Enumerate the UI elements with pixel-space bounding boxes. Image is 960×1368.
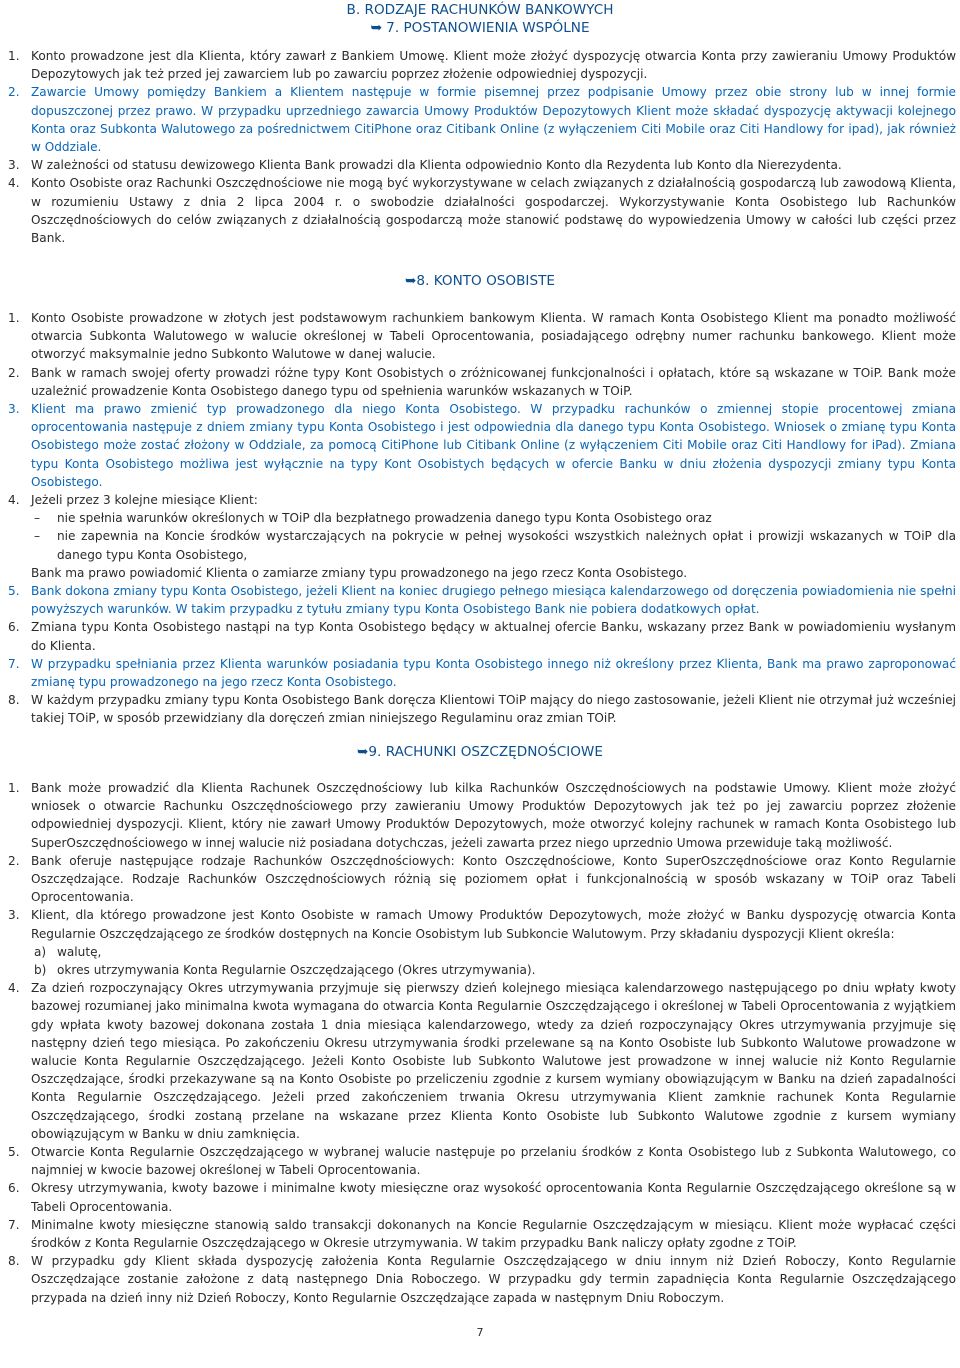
arrow-icon: ➥	[357, 744, 369, 760]
sub-item: a) walutę,	[34, 944, 102, 959]
list-item: 4. Za dzień rozpoczynający Okres utrzymywania przyjmuje się pierwszy dzień kolejnego miesiąca kalendarzowego następującego po dniu wpłaty kwoty bazowej rozumianej jako minimalna kwota wymagana do otwarcia Konta Regularnie Oszczędzającego i określonej w Tabeli Oprocentowania z wyjątkiem gdy wpłata kwoty bazowej dokonana została 1 dnia miesiąca kalendarzowego, wtedy za dzień rozpoczynający Okres utrzymywania przyjmuje się następny dzień tego miesiąca. Po zakończeniu Okresu utrzymywania środki przelewane są na Konto Osobiste lub Subkonto Walutowe prowadzone w walucie Konta Regularnie Oszczędzającego. Jeżeli Konto Osobiste lub Subkonto Walutowe jest prowadzone w innej walucie niż Konto Regularnie Oszczędzające, środki przekazywane są na Konto Osobiste po przeliczeniu zgodnie z kursem wymiany obowiązującym w Banku na dzień zapadalności Konta Regularnie Oszczędzającego. Jeżeli przed zakończeniem trwania Okresu utrzymywania Klient zamknie rachunek Konta Regularnie Oszczędzającego, środki zostaną przelane na wskazane przez Klienta Konto Osobiste lub Subkonto Walutowe zgodnie z kursem wymiany obowiązującym w Banku w dniu zamknięcia.	[8, 981, 956, 1141]
sub-item-conclusion: Bank ma prawo powiadomić Klienta o zamiarze zmiany typu prowadzonego na jego rzecz Konta Osobistego.	[31, 565, 688, 580]
list-item: 3. Klient, dla którego prowadzone jest Konto Osobiste w ramach Umowy Produktów Depozytowych, może złożyć w Banku dyspozycję otwarcia Konta Regularnie Oszczędzającego ze środków dostępnych na Koncie Osobistym lub Subkoncie Walutowym. Przy składaniu dyspozycji Klient określa: a) walutę, b) okres utrzymywania Konta Regularnie Oszczędzającego (Okres utrzymywania).	[8, 906, 956, 979]
section-7-list	[8, 47, 956, 247]
list-item: 5. Bank dokona zmiany typu Konta Osobistego, jeżeli Klient na koniec drugiego pełnego miesiąca kalendarzowego od doręczenia powiadomienia nie spełni powyższych warunków. W takim przypadku z tytułu zmiany typu Konta Osobistego Bank nie pobiera dodatkowych opłat.	[8, 584, 956, 617]
list-item: 7. W przypadku spełniania przez Klienta warunków posiadania typu Konta Osobistego innego niż określony przez Klienta, Bank ma prawo zaproponować zmianę typu prowadzonego na jego rzecz Konta Osobistego.	[8, 656, 956, 690]
arrow-icon: ➥	[405, 273, 417, 289]
list-item: 8. W każdym przypadku zmiany typu Konta Osobistego Bank doręcza Klientowi TOiP mający do niego zastosowanie, jeżeli Klient nie otrzymał już wcześniej takiej TOiP, w sposób przewidziany dla doręczeń zmian niniejszego Regulaminu oraz zmian TOiP.	[8, 693, 956, 726]
list-item: 6. Zmiana typu Konta Osobistego nastąpi na typ Konta Osobistego będący w aktualnej ofercie Banku, wskazany przez Bank w powiadomieniu wysłanym do Klienta.	[8, 620, 956, 653]
list-item: 7. Minimalne kwoty miesięczne stanowią saldo transakcji dokonanych na Koncie Regularnie Oszczędzającym w miesiącu. Klient może wypłacać części środków z Konta Regularnie Oszczędzającego w Okresie utrzymywania. W takim przypadku Bank naliczy opłaty zgodne z TOiP.	[8, 1217, 956, 1251]
section-7-title: ➥ 7. POSTANOWIENIA WSPÓLNE	[370, 20, 590, 36]
sub-item: – nie spełnia warunków określonych w TOiP dla bezpłatnego prowadzenia danego typu Konta Osobistego oraz	[34, 511, 712, 526]
list-item: 6. Okresy utrzymywania, kwoty bazowe i minimalne kwoty miesięczne oraz wysokość oprocentowania Konta Regularnie Oszczędzającego określone są w Tabeli Oprocentowania.	[8, 1181, 956, 1214]
document-header	[0, 1, 960, 37]
list-item: 2. Zawarcie Umowy pomiędzy Bankiem a Klientem następuje w formie pisemnej przez podpisanie Umowy przez obie strony lub w innej formie dopuszczonej przez prawo. W przypadku uprzedniego zawarcia Umowy Produktów Depozytowych Klient może składać dyspozycję aktywacji kolejnego Konta oraz Subkonta Walutowego za pośrednictwem CitiPhone oraz Citibank Online (z wyłączeniem Citi Mobile oraz Citi Handlowy for ipad), jak również w Oddziale.	[8, 85, 956, 155]
list-item: 1. Konto Osobiste prowadzone w złotych jest podstawowym rachunkiem bankowym Klienta. W ramach Konta Osobistego Klient ma ponadto możliwość otwarcia Subkonta Walutowego w walucie określonej w Tabeli Oprocentowania, posiadającego odrębny numer rachunku bankowego. Klient może otworzyć maksymalnie jedno Subkonto Walutowe w danej walucie.	[8, 311, 956, 362]
list-item: 2. Bank oferuje następujące rodzaje Rachunków Oszczędnościowych: Konto Oszczędnościowe, Konto SuperOszczędnościowe oraz Konto Regularnie Oszczędzające. Rodzaje Rachunków Oszczędnościowych różnią się poziomem opłat i funkcjonalnością w sposób wskazany w TOiP oraz Tabeli Oprocentowania.	[8, 853, 956, 905]
list-item: 4. Konto Osobiste oraz Rachunki Oszczędnościowe nie mogą być wykorzystywane w celach związanych z działalnością gospodarczą lub zawodową Klienta, w rozumieniu Ustawy z dnia 2 lipca 2004 r. o swobodzie działalności gospodarczej. Wykorzystywanie Konta Osobistego lub Rachunków Oszczędnościowych do celów związanych z działalnością gospodarczą może stanowić podstawę do wypowiedzenia Umowy w całości lub części przez Bank.	[8, 176, 956, 246]
list-item: 8. W przypadku gdy Klient składa dyspozycję założenia Konta Regularnie Oszczędzającego w dniu innym niż Dzień Roboczy, Konto Regularnie Oszczędzające zostanie założone z datą następnego Dnia Roboczego. W przypadku gdy termin zapadnięcia Konta Regularnie Oszczędzającego przypada na dzień inny niż Dzień Roboczy, Konto Regularnie Oszczędzające zapada w następnym Dniu Roboczym.	[8, 1254, 956, 1305]
list-item: 1. Konto prowadzone jest dla Klienta, który zawarł z Bankiem Umowę. Klient może złożyć dyspozycję otwarcia Konta przy zawieraniu Umowy Produktów Depozytowych jak też przed jej zawarciem lub po zawarciu poprzez złożenie odpowiedniej dyspozycji.	[8, 49, 956, 82]
list-item: 3. W zależności od statusu dewizowego Klienta Bank prowadzi dla Klienta odpowiednio Konto dla Rezydenta lub Konto dla Nierezydenta.	[8, 158, 842, 173]
list-item: 2. Bank w ramach swojej oferty prowadzi różne typy Kont Osobistych o zróżnicowanej funkcjonalności i opłatach, które są wskazane w TOiP. Bank może uzależnić prowadzenie Konta Osobistego danego typu od spełnienia warunków wskazanych w TOiP.	[8, 365, 956, 398]
arrow-icon: ➥	[370, 20, 383, 36]
sub-item: b) okres utrzymywania Konta Regularnie Oszczędzającego (Okres utrzymywania).	[34, 963, 536, 978]
section-9-title: ➥9. RACHUNKI OSZCZĘDNOŚCIOWE	[357, 744, 603, 760]
list-item: 5. Otwarcie Konta Regularnie Oszczędzającego w wybranej walucie następuje po przelaniu środków z Konta Osobistego lub z Subkonta Walutowego, co najmniej w kwocie bazowej określonej w Tabeli Oprocentowania.	[8, 1145, 956, 1178]
page-number: 7	[476, 1326, 484, 1339]
section-8-list	[8, 309, 956, 728]
list-item: 3. Klient ma prawo zmienić typ prowadzonego dla niego Konta Osobistego. W przypadku rachunków o zmiennej stopie procentowej zmiana oprocentowania następuje z dniem zmiany typu Konta Osobistego i jest odpowiednia dla danego typu Konta Osobistego. Wniosek o zmianę typu Konta Osobistego może zostać złożony w Oddziale, za pomocą CitiPhone lub Citibank Online (z wyłączeniem Citi Mobile oraz Citi Handlowy for iPad). Zmiana typu Konta Osobistego możliwa jest wyłącznie na typy Kont Osobistych będących w ofercie Banku w dniu złożenia dyspozycji zmiany typu Konta Osobistego.	[8, 402, 956, 489]
section-9-list	[8, 779, 956, 1307]
list-item: 4. Jeżeli przez 3 kolejne miesiące Klient: – nie spełnia warunków określonych w TOiP dla bezpłatnego prowadzenia danego typu Konta Osobistego oraz – nie zapewnia na Koncie środków wystarczających na pokrycie w pełnej wysokości wszystkich należnych opłat i prowizji wskazanych w TOiP dla danego typu Konta Osobistego, Bank ma prawo powiadomić Klienta o zamiarze zmiany typu prowadzonego na jego rzecz Konta Osobistego.	[8, 491, 956, 582]
chapter-title: B. RODZAJE RACHUNKÓW BANKOWYCH	[346, 2, 614, 18]
sub-item: – nie zapewnia na Koncie środków wystarczających na pokrycie w pełnej wysokości wszystkich należnych opłat i prowizji wskazanych w TOiP dla danego typu Konta Osobistego,	[34, 529, 956, 562]
list-item: 1. Bank może prowadzić dla Klienta Rachunek Oszczędnościowy lub kilka Rachunków Oszczędnościowych na podstawie Umowy. Klient może złożyć wniosek o otwarcie Rachunku Oszczędnościowego przy zawieraniu Umowy Produktów Depozytowych jak też po jej zawarciu poprzez złożenie odpowiedniej dyspozycji. Klient, który nie zawarł Umowy Produktów Depozytowych, może otworzyć kolejny rachunek w ramach Konta Osobistego lub SuperOszczędnościowego w innej walucie niż posiadana dotychczas, jeżeli zawarta przez niego uprzednio Umowa przewiduje taką możliwość.	[8, 781, 956, 850]
section-8-title: ➥8. KONTO OSOBISTE	[405, 273, 555, 289]
